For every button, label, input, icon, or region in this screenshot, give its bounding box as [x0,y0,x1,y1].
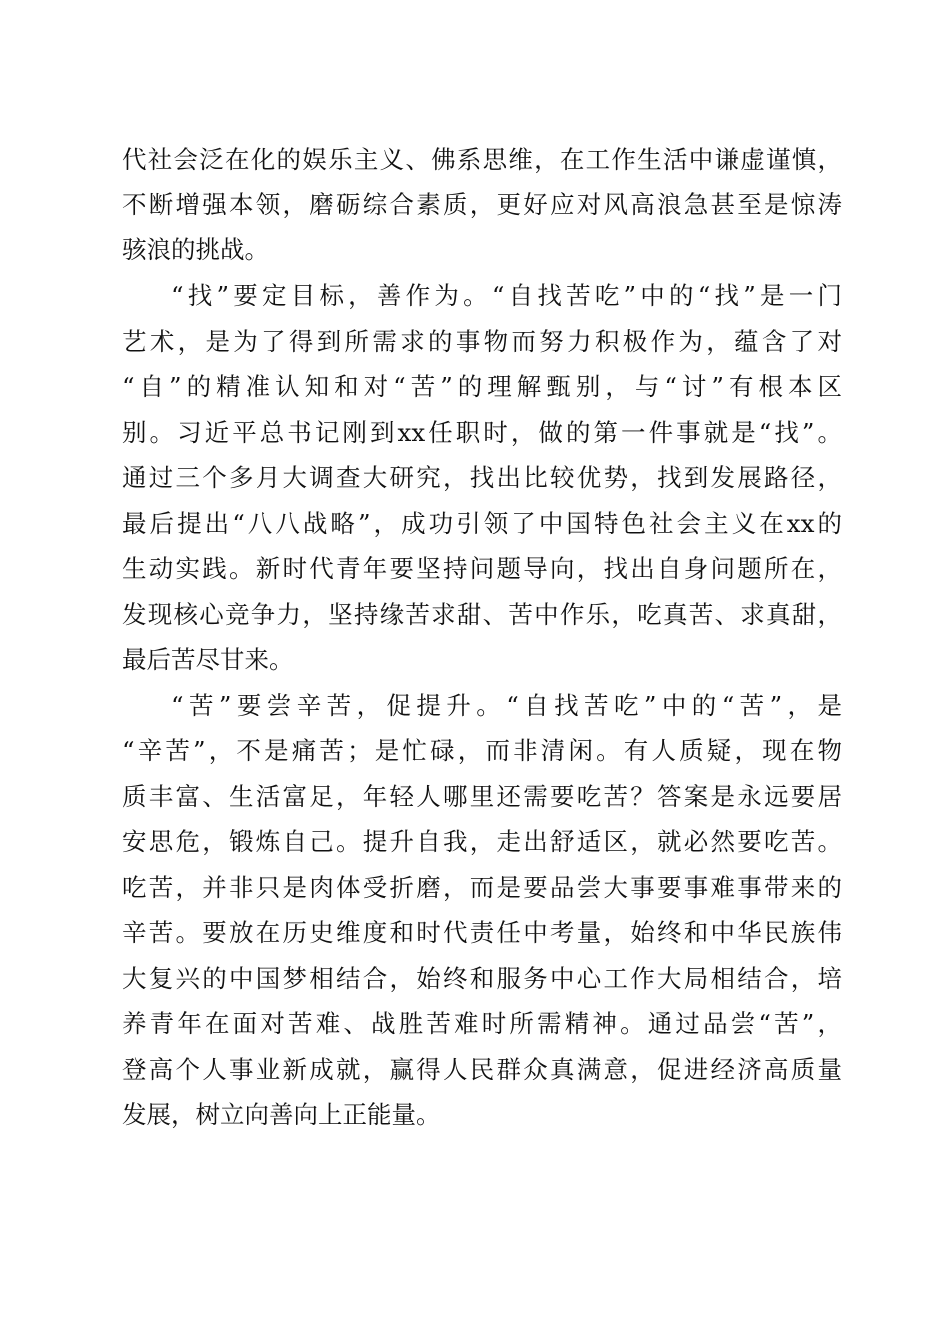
paragraph-3-line-10: 发展，树立向善向上正能量。 [122,1100,441,1129]
paragraph-3-line-4: 安思危，锻炼自己。提升自我，走出舒适区，就必然要吃苦。 [122,827,842,856]
paragraph-2-line-2: 艺术，是为了得到所需求的事物而努力积极作为，蕴含了对 [122,327,842,356]
paragraph-3-line-2: “辛苦”，不是痛苦；是忙碌，而非清闲。有人质疑，现在物 [122,736,842,765]
paragraph-2-line-7: 生动实践。新时代青年要坚持问题导向，找出自身问题所在， [122,554,842,583]
paragraph-1-line-2: 不断增强本领，磨砺综合素质，更好应对风高浪急甚至是惊涛 [122,190,842,219]
paragraph-1-line-3: 骇浪的挑战。 [122,235,269,264]
paragraph-3-line-3: 质丰富、生活富足，年轻人哪里还需要吃苦？答案是永远要居 [122,782,842,811]
paragraph-2-line-9: 最后苦尽甘来。 [122,645,294,674]
paragraph-3-line-9: 登高个人事业新成就，赢得人民群众真满意，促进经济高质量 [122,1055,842,1084]
paragraph-2-line-8: 发现核心竞争力，坚持缘苦求甜、苦中作乐，吃真苦、求真甜， [122,600,842,629]
paragraph-2-line-4: 别。习近平总书记刚到xx任职时，做的第一件事就是“找”。 [122,418,842,447]
paragraph-1-line-1: 代社会泛在化的娱乐主义、佛系思维，在工作生活中谦虚谨慎， [122,145,842,174]
paragraph-2-line-1: “找”要定目标，善作为。“自找苦吃”中的“找”是一门 [171,281,842,310]
paragraph-2-line-6: 最后提出“八八战略”，成功引领了中国特色社会主义在xx的 [122,509,842,538]
paragraph-3-line-7: 大复兴的中国梦相结合，始终和服务中心工作大局相结合，培 [122,964,842,993]
paragraph-3-line-1: “苦”要尝辛苦，促提升。“自找苦吃”中的“苦”，是 [171,691,842,720]
paragraph-3-line-8: 养青年在面对苦难、战胜苦难时所需精神。通过品尝“苦”， [122,1009,842,1038]
paragraph-2-line-5: 通过三个多月大调查大研究，找出比较优势，找到发展路径， [122,463,842,492]
paragraph-2-line-3: “自”的精准认知和对“苦”的理解甄别，与“讨”有根本区 [122,372,842,401]
paragraph-3-line-6: 辛苦。要放在历史维度和时代责任中考量，始终和中华民族伟 [122,918,842,947]
paragraph-3-line-5: 吃苦，并非只是肉体受折磨，而是要品尝大事要事难事带来的 [122,873,842,902]
